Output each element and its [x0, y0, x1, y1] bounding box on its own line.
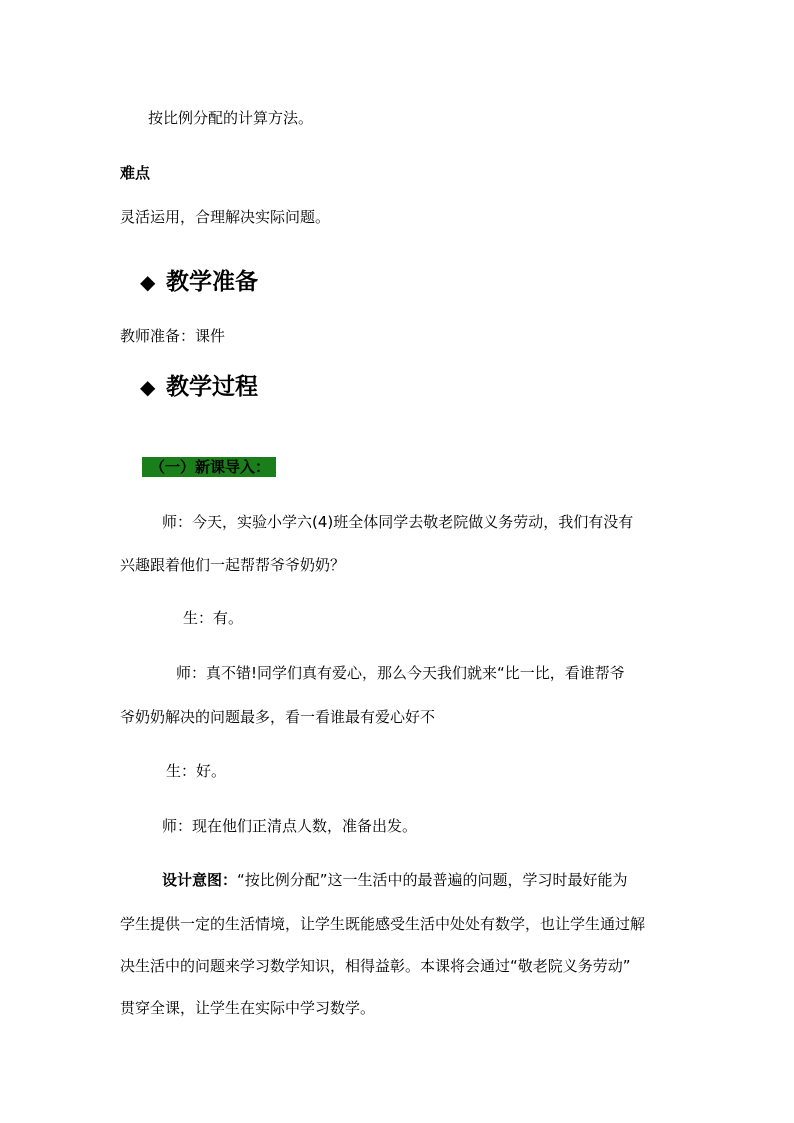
dialogue-teacher-1b: 兴趣跟着他们一起帮帮爷爷奶奶？ — [120, 556, 346, 574]
diamond-bullet-icon: ◆ — [140, 375, 156, 399]
dialogue-student-4: 生：好。 — [166, 762, 227, 780]
preparation-text: 教师准备：课件 — [120, 327, 226, 345]
design-intent-text-1: “按比例分配”这一生活中的最普遍的问题，学习时最好能为 — [237, 871, 628, 889]
design-intent-line3: 决生活中的问题来学习数学知识，相得益彰。本课将会通过“敬老院义务劳动” — [120, 957, 631, 975]
diamond-bullet-icon: ◆ — [140, 270, 156, 294]
preparation-heading — [140, 267, 258, 297]
design-intent-line2: 学生提供一定的生活情境，让学生既能感受生活中处处有数学，也让学生通过解 — [120, 915, 646, 933]
preparation-title: 教学准备 — [166, 268, 258, 295]
dialogue-student-2: 生：有。 — [183, 609, 244, 627]
key-point-text: 按比例分配的计算方法。 — [148, 109, 314, 127]
difficulty-title: 难点 — [120, 164, 151, 182]
process-heading — [140, 372, 258, 402]
difficulty-text: 灵活运用，合理解决实际问题。 — [120, 208, 331, 226]
process-title: 教学过程 — [166, 373, 258, 400]
design-intent-line4: 贯穿全课，让学生在实际中学习数学。 — [120, 999, 376, 1017]
dialogue-teacher-5: 师：现在他们正清点人数，准备出发。 — [162, 817, 418, 835]
dialogue-teacher-3b: 爷奶奶解决的问题最多，看一看谁最有爱心好不 — [120, 708, 436, 726]
section-one-label: （一）新课导入： — [142, 457, 276, 477]
design-intent-line1 — [162, 870, 628, 890]
design-intent-label: 设计意图： — [162, 871, 238, 889]
dialogue-teacher-3a: 师：真不错!同学们真有爱心，那么今天我们就来“比一比，看谁帮爷 — [176, 664, 625, 682]
dialogue-teacher-1a: 师：今天，实验小学六(4)班全体同学去敬老院做义务劳动，我们有没有 — [162, 513, 634, 531]
